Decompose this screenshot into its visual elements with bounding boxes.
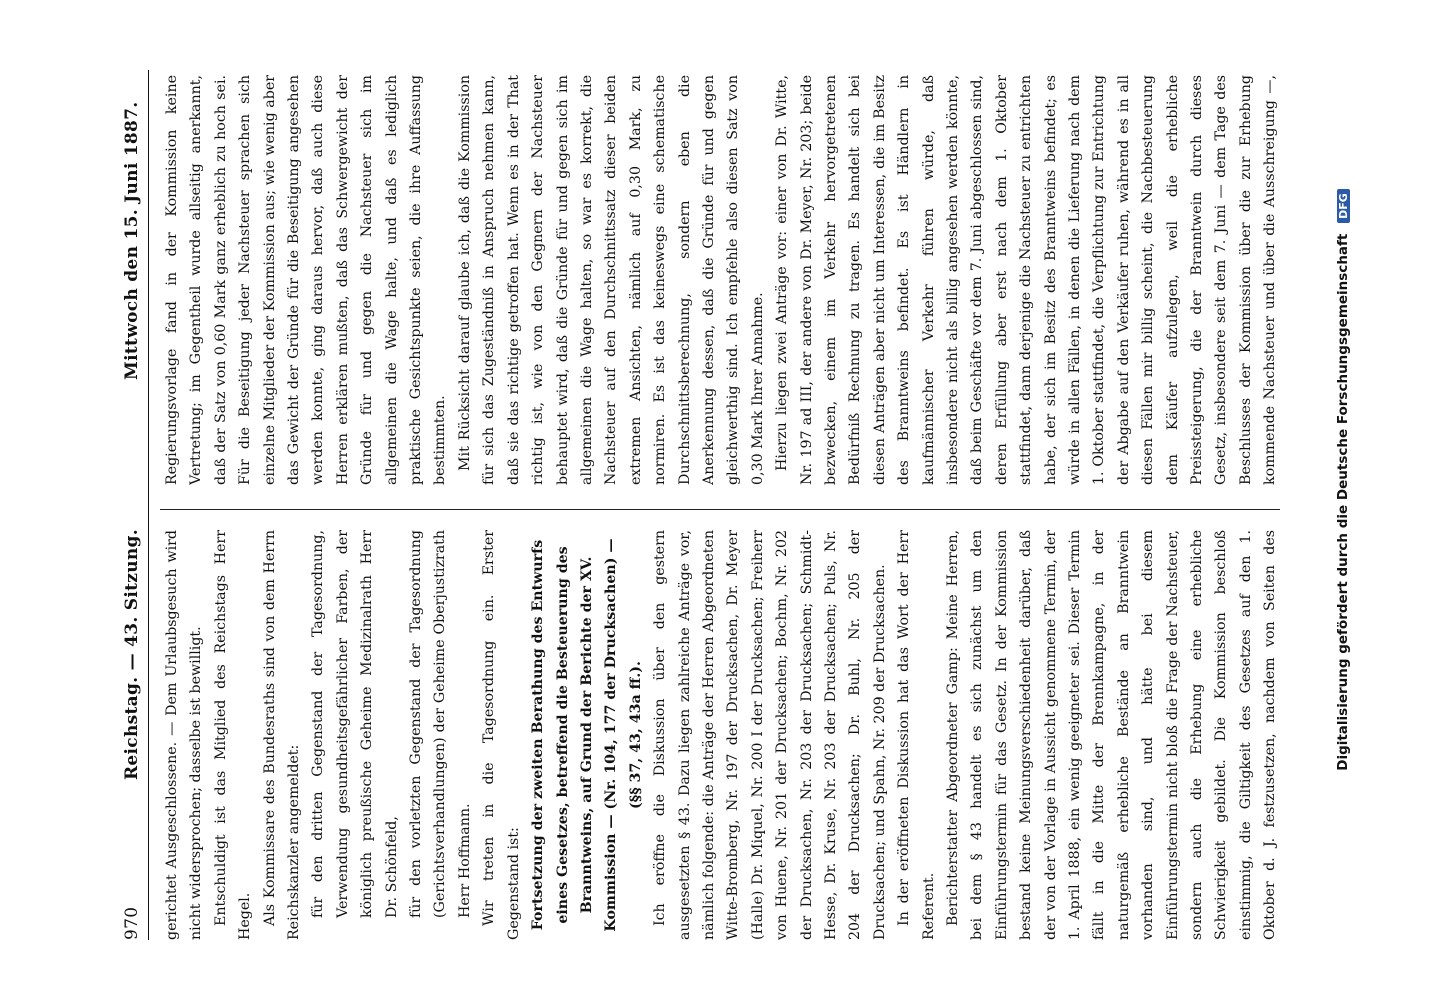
agenda-heading: Fortsetzung der zweiten Berathung des Entwurfs eines Gesetzes, betreffend die Besteuerung des Branntweins, auf Grund der Berichte der XV. Kommission — (Nr. 104, 177 der Drucksachen) — (§§ 37, 43, 43a ff.).	[530, 538, 644, 932]
dfg-badge: DFG	[1337, 189, 1350, 223]
paragraph: Mit Rücksicht darauf glaube ich, daß die Kommission für sich das Zugeständniß in Anspruch nehmen kann, daß sie das richtige getroffen hat. Wenn es in der That richtig ist, wie von den Gegnern der Nachsteuer behauptet wird, daß die Gründe für und gegen sich im allgemeinen die Wage halten, so war es korrekt, die Nachsteuer auf den Durchschnittssatz dieser beiden extremen Ansichten, nämlich auf 0,30 Mark, zu normiren. Es ist das keineswegs eine schematische Durchschnittsberechnung, sondern eben die Anerkennung dessen, daß die Gründe für und gegen gleichwerthig sind. Ich empfehle also diesen Satz von 0,30 Mark Ihrer Annahme.	[456, 75, 766, 485]
paragraph: Regierungsvorlage fand in der Kommission keine Vertretung; im Gegentheil wurde allseitig anerkannt, daß der Satz von 0,60 Mark ganz erheblich zu hoch sei. Für die Beseitigung jeder Nachsteuer sprachen sich einzelne Mitglieder der Kommission aus; wie wenig aber das Gewicht der Gründe für die Beseitigung angesehen werden konnte, ging daraus hervor, daß auch diese Herren erklären mußten, daß das Schwergewicht der Gründe für und gegen die Nachsteuer sich im allgemeinen die Wage halte, und daß es lediglich praktische Gesichtspunkte seien, die ihre Auffassung bestimmten.	[164, 75, 449, 485]
header-session: Reichstag. — 43. Sitzung.	[122, 529, 142, 780]
paragraph: In der eröffneten Diskussion hat das Wort der Herr Referent.	[896, 530, 937, 940]
paragraph: Als Kommissare des Bundesraths sind von dem Herrn Reichskanzler angemeldet:	[261, 530, 303, 940]
paragraph: Hierzu liegen zwei Anträge vor: einer von Dr. Witte, Nr. 197 ad III, der andere von Dr. Meyer, Nr. 203; beide bezwecken, einem im Verkehr hervorgetretenen Bedürfniß Rechnung zu tragen. Es handelt sich bei diesen Anträgen aber nicht um Interessen, die im Besitz des Branntweins befindet. Es ist Händlern in kaufmännischer Verkehr führen würde, daß insbesondere nicht als billig angesehen werden könnte, daß beim Geschäfte vor dem 7. Juni abgeschlossen sind, deren Erfüllung aber erst nach dem 1. Oktober stattfindet, dann derjenige die Nachsteuer zu entrichten habe, der sich im Besitz des Branntweins befindet; es würde in allen Fällen, in denen die Lieferung nach dem 1. Oktober stattfindet, die Verpflichtung zur Entrichtung der Abgabe auf den Verkäufer ruhen, während es in all diesen Fällen mir billig scheint, die Nachbesteuerung dem Käufer aufzulegen, weil die erhebliche Preissteigerung, die der Branntwein durch dieses Gesetz, insbesondere seit dem 7. Juni — dem Tage des Beschlusses der Kommission über die zur Erhebung kommende Nachsteuer und über die Ausschreigung —,	[774, 75, 1279, 485]
text-column-right	[160, 75, 1280, 485]
paragraph: Berichterstatter Abgeordneter Gamp: Meine Herren, bei dem § 43 handelt es sich zunächst um den Einführungstermin für das Gesetz. In der Kommission bestand keine Meinungsverschiedenheit darüber, daß der von der Vorlage in Aussicht genommene Termin, der 1. April 1888, ein wenig geeigneter sei. Dieser Termin fällt in die Mitte der Brennkampagne, in der naturgemäß erhebliche Bestände an Branntwein vorhanden sind, und hätte bei diesem Einführungstermin nicht bloß die Frage der Nachsteuer, sondern auch die Erhebung eine erhebliche Schwierigkeit gebildet. Die Kommission beschloß einstimmig, die Giltigkeit des Gesetzes auf den 1. Oktober d. J. festzusetzen, nachdem von Seiten des	[945, 530, 1279, 940]
page-number: 970	[122, 906, 142, 940]
text-column-left	[160, 530, 1280, 940]
paragraph: für den vorletzten Gegenstand der Tagesordnung (Gerichtsverhandlungen) der Geheime Oberjustizrath Herr Hoffmann.	[408, 530, 473, 918]
paragraph: Entschuldigt ist das Mitglied des Reichstags Herr Hegel.	[212, 530, 254, 940]
paragraph: für den dritten Gegenstand der Tagesordnung, Verwendung gesundheitsgefährlicher Farben, der königlich preußische Geheime Medizinalrath Herr Dr. Schönfeld,	[310, 530, 400, 918]
page-header	[120, 70, 149, 940]
credit-text: Digitalisierung gefördert durch die Deutsche Forschungsgemeinschaft	[1335, 233, 1351, 771]
header-date: Mittwoch den 15. Juni 1887.	[122, 101, 142, 380]
column-divider	[160, 509, 1280, 510]
paragraph: Ich eröffne die Diskussion über den gestern ausgesetzten § 43. Dazu liegen zahlreiche Anträge vor, nämlich folgende: die Anträge der Herren Abgeordneten Witte-Bromberg, Nr. 197 der Drucksachen, Dr. Meyer (Halle) Dr. Miquel, Nr. 200 I der Drucksachen; Freiherr von Huene, Nr. 201 der Drucksachen; Bochm, Nr. 202 der Drucksachen, Nr. 203 der Drucksachen; Schmidt-Hesse, Dr. Kruse, Nr. 203 der Drucksachen; Puls, Nr. 204 der Drucksachen; Dr. Buhl, Nr. 205 der Drucksachen; und Spahn, Nr. 209 der Drucksachen.	[652, 530, 888, 940]
paragraph: Wir treten in die Tagesordnung ein. Erster Gegenstand ist:	[481, 530, 522, 940]
digitization-credit	[1335, 80, 1351, 880]
paragraph: gerichtet Ausgeschlossene. — Dem Urlaubsgesuch wird nicht widersprochen; dasselbe ist bewilligt.	[164, 530, 205, 940]
